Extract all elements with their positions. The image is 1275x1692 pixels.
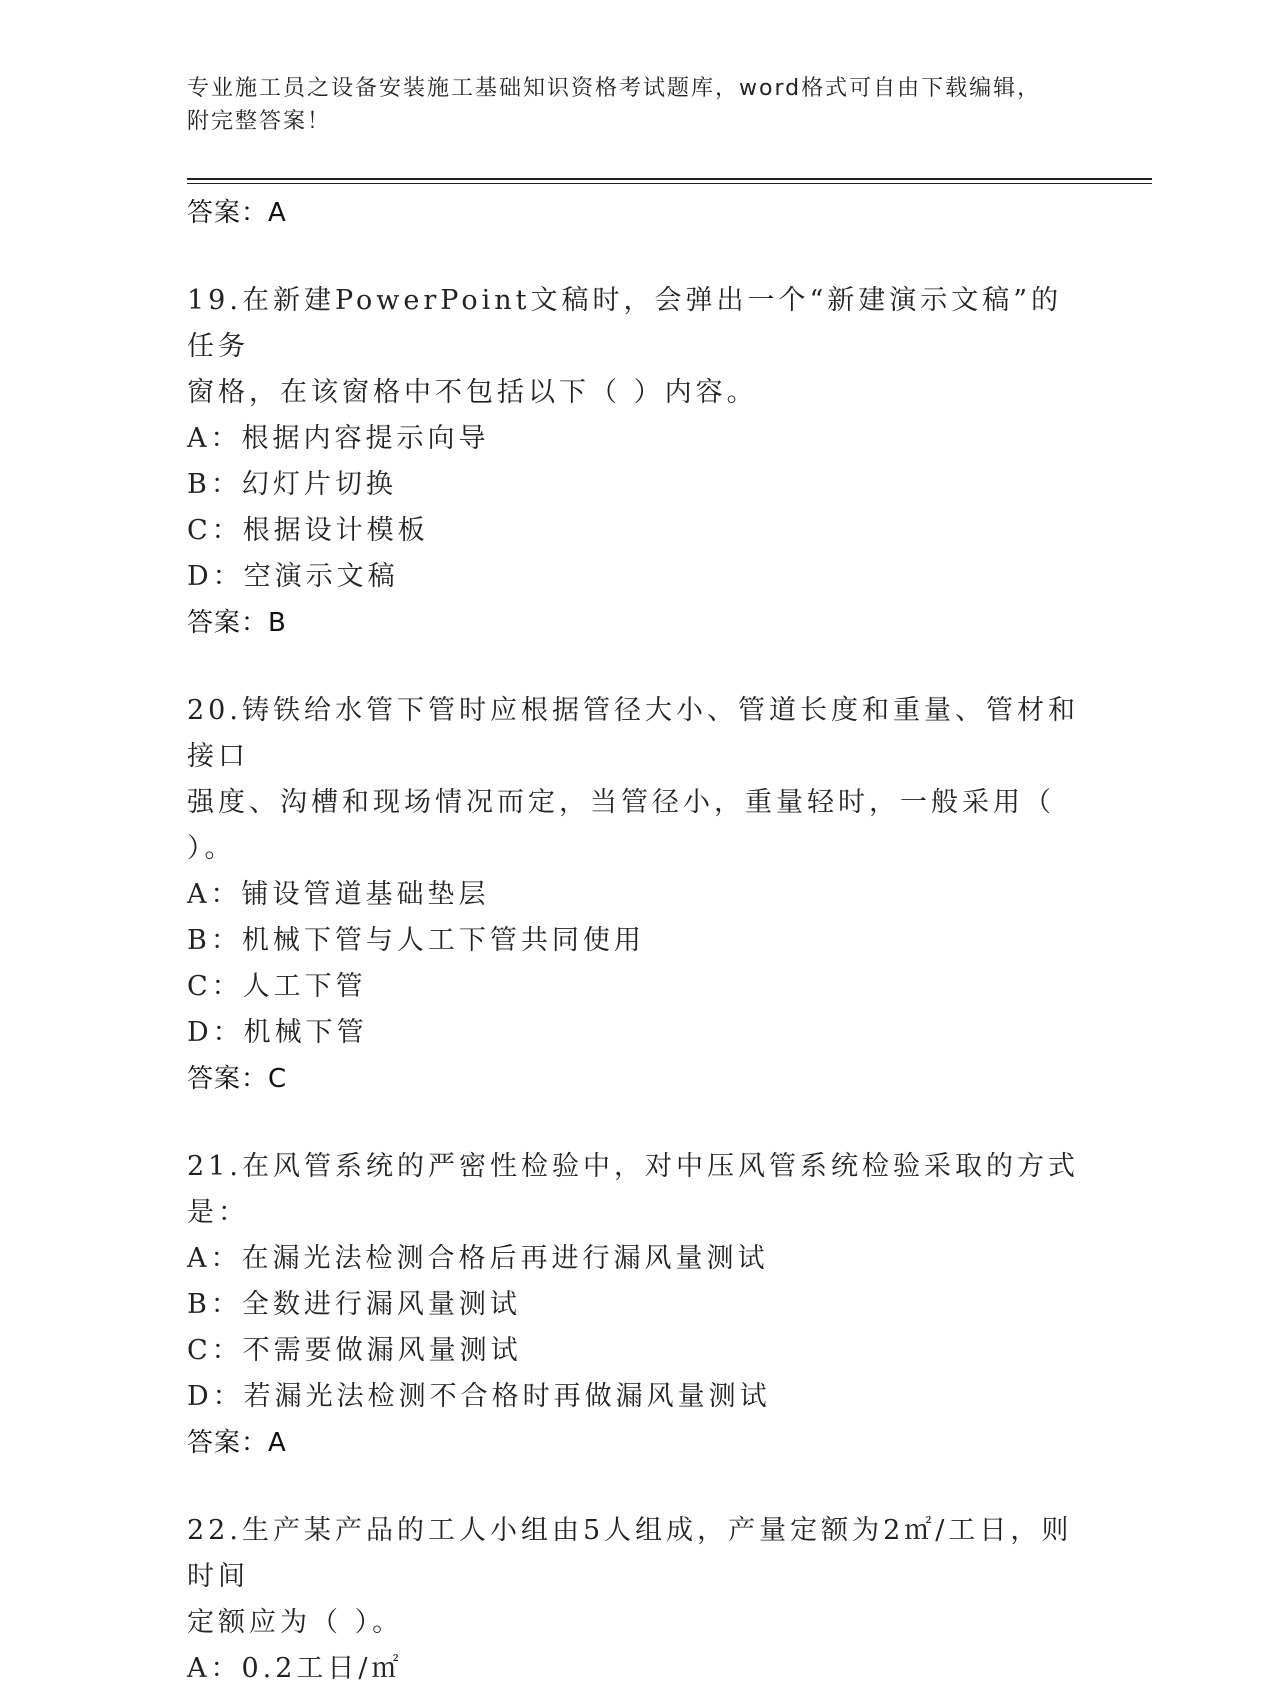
option-c: C：人工下管 [187, 971, 367, 1002]
option-c: C：根据设计模板 [187, 515, 429, 546]
question-stem-line: 强度、沟槽和现场情况而定，当管径小，重量轻时，一般采用（ ）。 [187, 787, 1055, 864]
question-stem-line: 定额应为（ ）。 [187, 1607, 404, 1638]
header-line-1: 专业施工员之设备安装施工基础知识资格考试题库，word格式可自由下载编辑， [187, 76, 1042, 101]
option-a: A：铺设管道基础垫层 [187, 879, 490, 910]
option-d: D：若漏光法检测不合格时再做漏风量测试 [187, 1381, 771, 1412]
option-b: B：幻灯片切换 [187, 469, 397, 500]
option-d: D：空演示文稿 [187, 561, 399, 592]
question-list [187, 190, 1087, 1692]
option-a: A：根据内容提示向导 [187, 423, 490, 454]
option-b: B：机械下管与人工下管共同使用 [187, 925, 645, 956]
question-block [187, 1508, 1087, 1692]
option-d: D：机械下管 [187, 1017, 368, 1048]
answer-line: 答案：C [187, 1064, 288, 1094]
question-stem-line: 19.在新建PowerPoint文稿时，会弹出一个“新建演示文稿”的任务 [187, 285, 1063, 362]
option-c: C：不需要做漏风量测试 [187, 1335, 522, 1366]
question-stem-line: 22.生产某产品的工人小组由5人组成，产量定额为2㎡/工日，则时间 [187, 1515, 1073, 1592]
question-stem-line: 20.铸铁给水管下管时应根据管径大小、管道长度和重量、管材和接口 [187, 695, 1079, 772]
header-divider [187, 178, 1152, 180]
answer-line: 答案：A [187, 1428, 287, 1458]
document-header [187, 72, 1087, 138]
question-block [187, 1144, 1087, 1466]
option-b: B：全数进行漏风量测试 [187, 1289, 521, 1320]
option-a: A：0.2工日/㎡ [187, 1653, 403, 1684]
header-line-2: 附完整答案！ [187, 109, 332, 134]
answer-line: 答案：A [187, 198, 287, 228]
option-a: A：在漏光法检测合格后再进行漏风量测试 [187, 1243, 769, 1274]
question-stem-line: 窗格，在该窗格中不包括以下（ ）内容。 [187, 377, 758, 408]
header-divider-thin [187, 183, 1152, 184]
question-stem-line: 21.在风管系统的严密性检验中，对中压风管系统检验采取的方式是： [187, 1151, 1079, 1228]
answer-line: 答案：B [187, 608, 287, 638]
question-block [187, 688, 1087, 1102]
question-block [187, 278, 1087, 646]
